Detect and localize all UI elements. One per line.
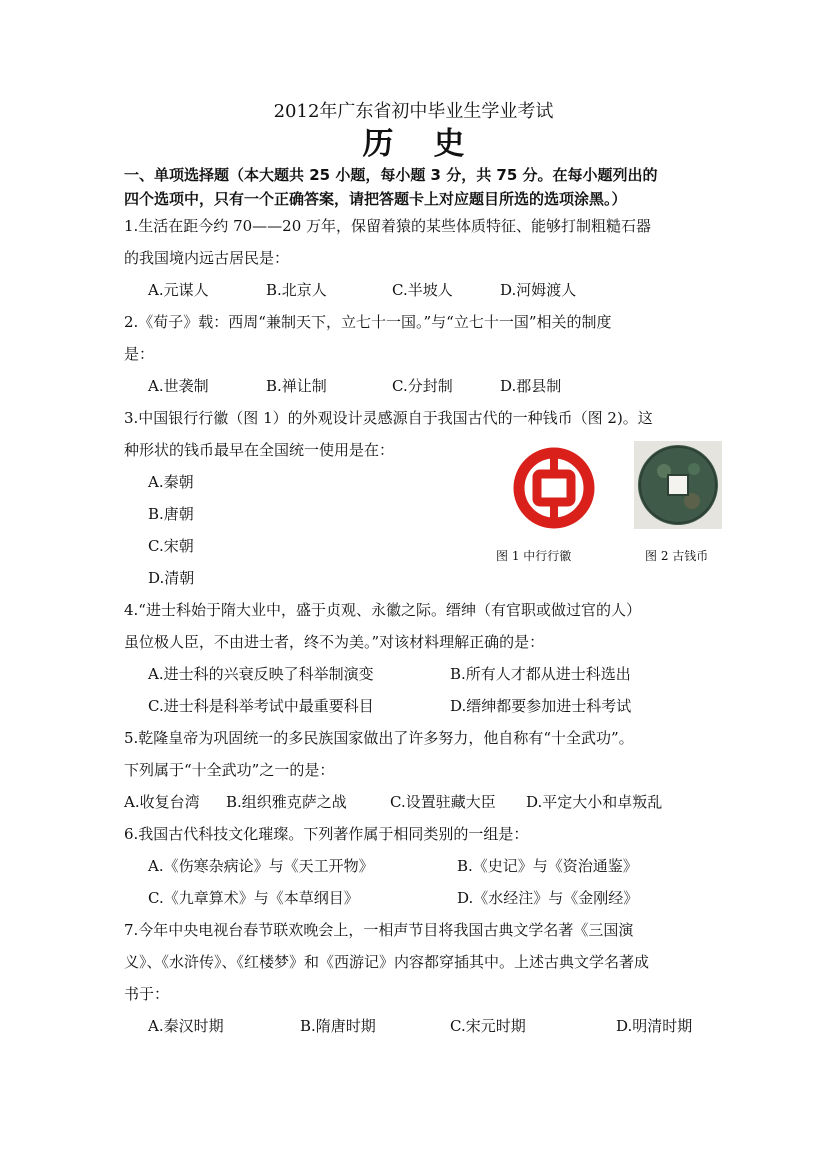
- q5-stem-line1: 5.乾隆皇帝为巩固统一的多民族国家做出了许多努力，他自称有“十全武功”。: [124, 729, 634, 747]
- coin-patina-3: [688, 463, 700, 475]
- q7-option-c: C.宋元时期: [450, 1017, 526, 1035]
- q1-option-c: C.半坡人: [392, 281, 453, 299]
- q7-stem-line1: 7.今年中央电视台春节联欢晚会上，一相声节目将我国古典文学名著《三国演: [124, 921, 634, 939]
- q6-option-c: C.《九章算术》与《本草纲目》: [148, 889, 359, 907]
- q4-stem-line2: 虽位极人臣，不由进士者，终不为美。”对该材料理解正确的是：: [124, 633, 545, 651]
- ancient-coin-figure: [634, 441, 722, 529]
- q3-option-a: A.秦朝: [148, 473, 194, 491]
- q3-option-b: B.唐朝: [148, 505, 194, 523]
- subject-title: 历史: [362, 126, 505, 162]
- q6-option-d: D.《水经注》与《金刚经》: [457, 889, 639, 907]
- q7-option-a: A.秦汉时期: [148, 1017, 224, 1035]
- q3-option-c: C.宋朝: [148, 537, 194, 555]
- q7-option-d: D.明清时期: [616, 1017, 693, 1035]
- section-instructions-line2: 四个选项中，只有一个正确答案，请把答题卡上对应题目所选的选项涂黑。）: [124, 190, 627, 208]
- bank-of-china-logo-figure: [511, 445, 597, 531]
- q1-option-d: D.河姆渡人: [500, 281, 577, 299]
- q4-option-b: B.所有人才都从进士科选出: [450, 665, 631, 683]
- q3-option-d: D.清朝: [148, 569, 195, 587]
- q2-option-a: A.世袭制: [148, 377, 209, 395]
- q5-stem-line2: 下列属于“十全武功”之一的是：: [124, 761, 335, 779]
- q7-stem-line3: 书于：: [124, 985, 170, 1003]
- q2-stem-line1: 2.《荀子》载：西周“兼制天下，立七十一国。”与“立七十一国”相关的制度: [124, 313, 612, 331]
- q2-option-d: D.郡县制: [500, 377, 562, 395]
- exam-title: 2012年广东省初中毕业生学业考试: [273, 101, 554, 122]
- logo-bar-bottom: [550, 506, 558, 528]
- q5-option-b: B.组织雅克萨之战: [226, 793, 347, 811]
- q4-stem-line1: 4.“进士科始于隋大业中，盛于贞观、永徽之际。缙绅（有官职或做过官的人）: [124, 601, 641, 619]
- q2-stem-line2: 是：: [124, 345, 155, 363]
- q5-option-a: A.收复台湾: [124, 793, 200, 811]
- figure2-caption: 图 2 古钱币: [645, 549, 709, 563]
- section-instructions-line1: 一、单项选择题（本大题共 25 小题，每小题 3 分，共 75 分。在每小题列出的: [124, 166, 658, 184]
- q5-option-c: C.设置驻藏大臣: [390, 793, 496, 811]
- q1-stem-line2: 的我国境内远古居民是：: [124, 249, 290, 267]
- q1-option-b: B.北京人: [266, 281, 327, 299]
- q1-stem-line1: 1.生活在距今约 70——20 万年，保留着猿的某些体质特征、能够打制粗糙石器: [124, 217, 652, 235]
- figure1-caption: 图 1 中行行徽: [496, 549, 572, 563]
- q3-stem-line2: 种形状的钱币最早在全国统一使用是在：: [124, 441, 395, 459]
- q7-stem-line2: 义》、《水浒传》、《红楼梦》和《西游记》内容都穿插其中。上述古典文学名著成: [124, 953, 650, 971]
- q6-option-b: B.《史记》与《资治通鉴》: [457, 857, 638, 875]
- q4-option-d: D.缙绅都要参加进士科考试: [450, 697, 632, 715]
- q6-option-a: A.《伤寒杂病论》与《天工开物》: [148, 857, 374, 875]
- q4-option-a: A.进士科的兴衰反映了科举制演变: [148, 665, 374, 683]
- q5-option-d: D.平定大小和卓叛乱: [526, 793, 663, 811]
- logo-bar-top: [550, 448, 558, 470]
- q2-option-b: B.禅让制: [266, 377, 327, 395]
- q2-option-c: C.分封制: [392, 377, 453, 395]
- q4-option-c: C.进士科是科举考试中最重要科目: [148, 697, 374, 715]
- coin-square-hole: [668, 475, 688, 495]
- q7-option-b: B.隋唐时期: [300, 1017, 376, 1035]
- logo-square: [537, 474, 571, 502]
- q1-option-a: A.元谋人: [148, 281, 209, 299]
- q6-stem-line1: 6.我国古代科技文化璀璨。下列著作属于相同类别的一组是：: [124, 825, 529, 843]
- q3-stem-line1: 3.中国银行行徽（图 1）的外观设计灵感源自于我国古代的一种钱币（图 2)。这: [124, 409, 653, 427]
